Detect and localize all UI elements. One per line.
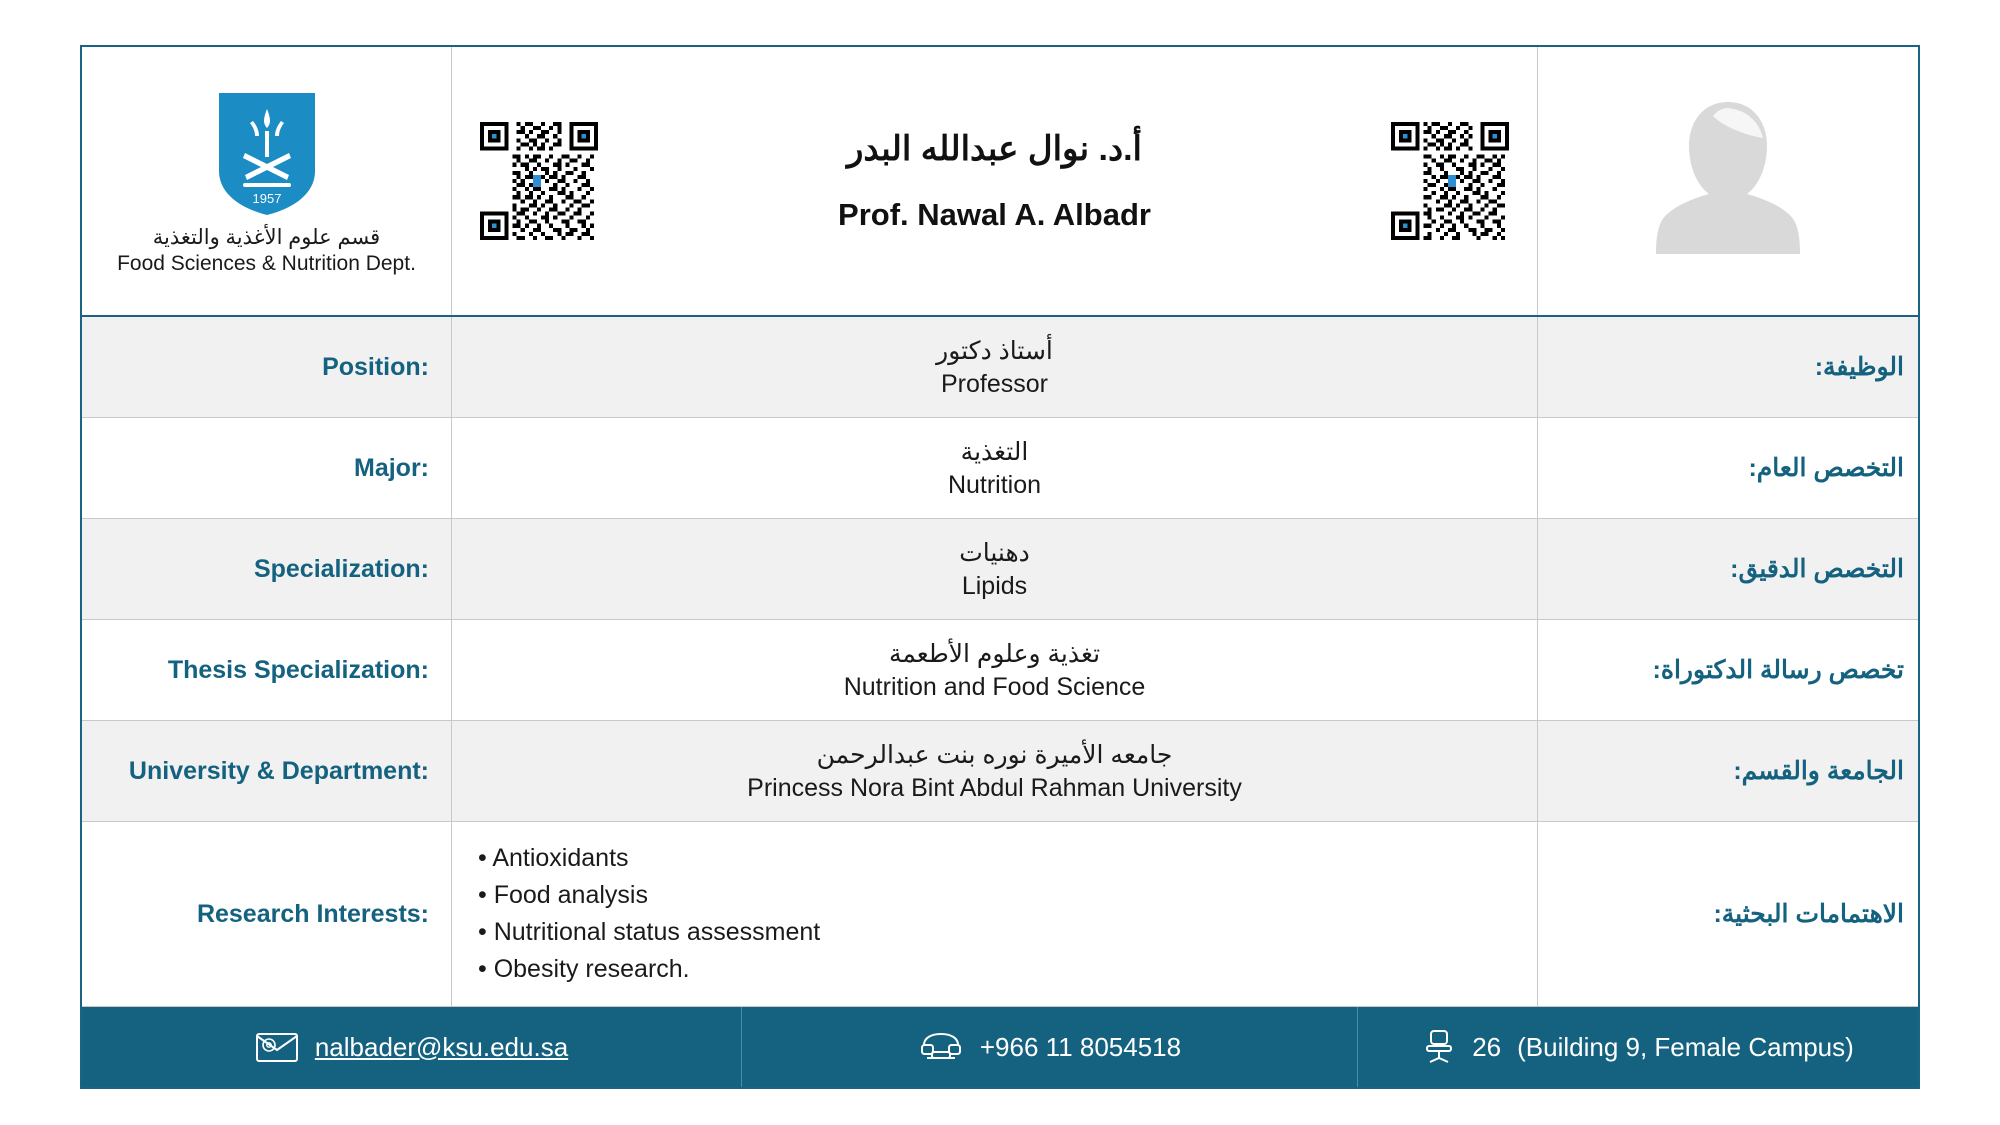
faculty-info-card bbox=[80, 45, 1920, 1089]
row-label-en: Specialization: bbox=[82, 519, 452, 619]
row-value-english: Nutrition bbox=[947, 470, 1042, 499]
table-row bbox=[82, 317, 1918, 418]
logo-cell bbox=[82, 47, 452, 315]
table-row bbox=[82, 721, 1918, 822]
qr-code-right[interactable] bbox=[1391, 122, 1509, 240]
email-text[interactable]: nalbader@ksu.edu.sa bbox=[314, 1031, 569, 1062]
row-value-english: Princess Nora Bint Abdul Rahman University bbox=[747, 773, 1242, 802]
row-value-arabic: تغذية وعلوم الأطعمة bbox=[888, 639, 1101, 668]
faculty-name-block bbox=[452, 129, 1537, 233]
faculty-name-english: Prof. Nawal A. Albadr bbox=[838, 197, 1151, 232]
row-label-ar: التخصص الدقيق: bbox=[1730, 555, 1904, 583]
envelope-at-icon bbox=[255, 1030, 299, 1064]
row-label-en: Thesis Specialization: bbox=[82, 620, 452, 720]
row-value-english: Professor bbox=[941, 369, 1048, 398]
list-item: • Nutritional status assessment bbox=[476, 914, 820, 951]
row-value-arabic: دهنيات bbox=[959, 538, 1030, 567]
svg-text:1957: 1957 bbox=[252, 190, 281, 206]
research-interests-row bbox=[82, 822, 1918, 1007]
office-location: (Building 9, Female Campus) bbox=[1517, 1031, 1854, 1062]
row-value-arabic: التغذية bbox=[960, 437, 1029, 466]
office-cell bbox=[1358, 1007, 1918, 1087]
faculty-name-arabic: أ.د. نوال عبدالله البدر bbox=[846, 130, 1142, 168]
row-label-en: Position: bbox=[82, 317, 452, 417]
row-value-english: Lipids bbox=[961, 571, 1028, 600]
row-value bbox=[452, 317, 1538, 417]
row-value bbox=[452, 721, 1538, 821]
profile-photo-placeholder bbox=[1653, 94, 1803, 269]
table-row bbox=[82, 418, 1918, 519]
table-row bbox=[82, 519, 1918, 620]
row-label-ar: التخصص العام: bbox=[1748, 454, 1904, 482]
row-label-en: University & Department: bbox=[82, 721, 452, 821]
name-cell bbox=[452, 47, 1538, 315]
phone-cell[interactable] bbox=[742, 1007, 1358, 1087]
office-chair-icon bbox=[1422, 1029, 1456, 1065]
phone-text: +966 11 8054518 bbox=[979, 1031, 1182, 1062]
research-label-ar: الاهتمامات البحثية: bbox=[1713, 900, 1904, 928]
department-name-english: Food Sciences & Nutrition Dept. bbox=[117, 251, 416, 275]
research-interests-list bbox=[452, 822, 1538, 1006]
research-label-en: Research Interests: bbox=[82, 822, 452, 1006]
row-label-ar: الجامعة والقسم: bbox=[1733, 757, 1904, 785]
email-cell[interactable] bbox=[82, 1007, 742, 1087]
ksu-shield-logo bbox=[213, 87, 321, 219]
telephone-icon bbox=[918, 1031, 964, 1063]
contact-footer bbox=[82, 1007, 1918, 1087]
list-item: • Obesity research. bbox=[476, 951, 820, 988]
photo-cell bbox=[1538, 47, 1918, 315]
row-value bbox=[452, 519, 1538, 619]
office-number: 26 bbox=[1472, 1031, 1502, 1062]
table-row bbox=[82, 620, 1918, 721]
row-value-arabic: جامعه الأميرة نوره بنت عبدالرحمن bbox=[816, 740, 1173, 769]
row-value-english: Nutrition and Food Science bbox=[843, 672, 1146, 701]
list-item: • Food analysis bbox=[476, 877, 820, 914]
qr-code-left[interactable] bbox=[480, 122, 598, 240]
row-label-ar: الوظيفة: bbox=[1814, 353, 1904, 381]
department-name-arabic: قسم علوم الأغذية والتغذية bbox=[152, 225, 381, 249]
list-item: • Antioxidants bbox=[476, 840, 820, 877]
row-label-ar: تخصص رسالة الدكتوراة: bbox=[1652, 656, 1904, 684]
row-value bbox=[452, 620, 1538, 720]
row-value-arabic: أستاذ دكتور bbox=[936, 336, 1053, 365]
row-value bbox=[452, 418, 1538, 518]
row-label-en: Major: bbox=[82, 418, 452, 518]
card-header bbox=[82, 47, 1918, 317]
